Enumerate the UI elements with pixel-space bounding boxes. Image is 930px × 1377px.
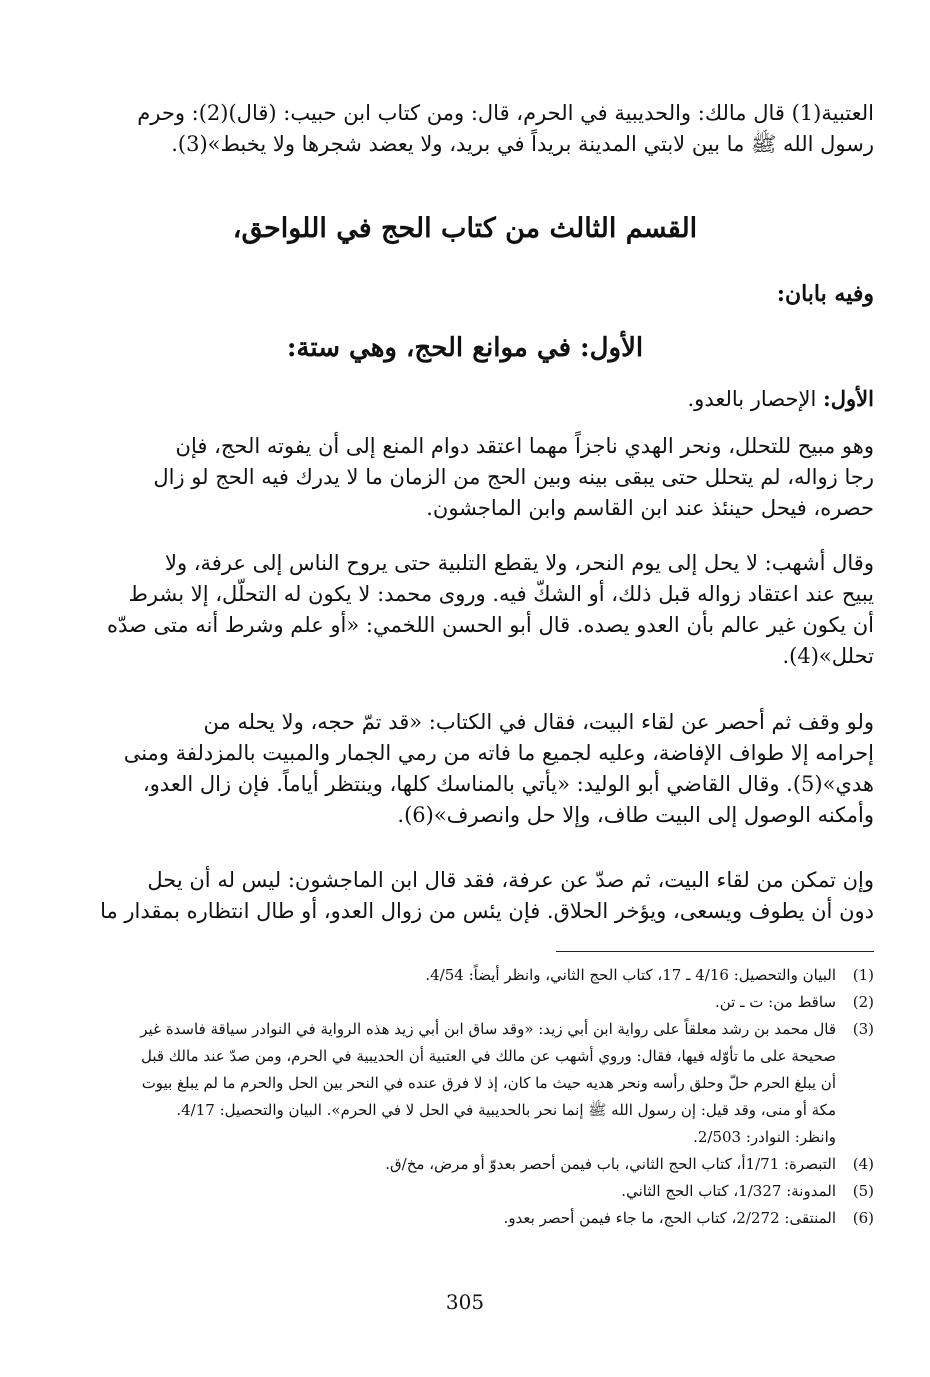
part-heading: القسم الثالث من كتاب الحج في اللواحق، <box>232 213 698 244</box>
text-line: العتبية(1) قال مالك: والحديبية في الحرم، قال: ومن كتاب ابن حبيب: (قال)(2): وحرم <box>137 101 874 125</box>
footnote-number: (1) <box>852 966 874 984</box>
section-heading: الأول: في موانع الحج، وهي ستة: <box>286 333 644 363</box>
footnote-number: (5) <box>852 1182 874 1200</box>
text-line: يبيح عند اعتقاد زواله قبل ذلك، أو الشكّ فيه. وروى محمد: لا يكون له التحلّل، إلا بشرط <box>128 582 874 606</box>
footnote-text: قال محمد بن رشد معلقاً على رواية ابن أبي زيد: «وقد ساق ابن أبي زيد هذه الرواية في النوادر سياقة فاسدة غير <box>140 1020 836 1038</box>
item-label: الأول: <box>823 386 874 411</box>
paragraph-4 <box>56 865 874 927</box>
footnotes <box>56 962 874 1232</box>
footnote-number: (6) <box>852 1209 874 1227</box>
footnote <box>56 1205 874 1232</box>
first-item <box>56 383 874 415</box>
footnote <box>56 1178 874 1205</box>
footnote-number: (3) <box>852 1020 874 1038</box>
text-line: دون أن يطوف ويسعى، ويؤخر الحلاق. فإن يئس من زوال العدو، أو طال انتظاره بمقدار ما <box>100 899 874 923</box>
text-line: ولو وقف ثم أحصر عن لقاء البيت، فقال في الكتاب: «قد تمّ حجه، ولا يحله من <box>203 710 874 734</box>
footnote-divider <box>556 951 874 952</box>
footnote <box>56 1151 874 1178</box>
footnote <box>56 962 874 989</box>
paragraph-3 <box>56 707 874 831</box>
footnote-text: ساقط من: ت ـ تن. <box>714 993 836 1011</box>
text-line: أن يكون غير عالم بأن العدو يصده. قال أبو الحسن اللخمي: «أو علم وشرط أنه متى صدّه <box>106 613 874 637</box>
opening-paragraph <box>56 98 874 160</box>
text-line: هدي»(5). وقال القاضي أبو الوليد: «يأتي بالمناسك كلها، وينتظر أياماً. فإن زال العدو، <box>142 772 874 796</box>
footnote-text: صحيحة على ما تأوّله فيها، فقال: وروي أشهب عن مالك في العتبية أن الحديبية في الحرم، ومن صدّ عند مالك قبل <box>140 1047 836 1065</box>
text-line: وهو مبيح للتحلل، ونحر الهدي ناجزاً مهما اعتقد دوام المنع إلى أن يفوته الحج، فإن <box>175 434 874 458</box>
text-line: وإن تمكن من لقاء البيت، ثم صدّ عن عرفة، فقد قال ابن الماجشون: ليس له أن يحل <box>147 868 874 892</box>
footnote-number: (2) <box>852 993 874 1011</box>
page-number: 305 <box>445 1290 485 1314</box>
footnote <box>56 989 874 1016</box>
footnote-text: المنتقى: 2/272، كتاب الحج، ما جاء فيمن أحصر بعدو. <box>503 1209 836 1227</box>
paragraph-2 <box>56 548 874 672</box>
footnote-number: (4) <box>852 1155 874 1173</box>
text-line: رسول الله ﷺ ما بين لابتي المدينة بريداً في بريد، ولا يعضد شجرها ولا يخبط»(3). <box>171 132 874 156</box>
footnote-text: وانظر: النوادر: 2/503. <box>693 1128 836 1146</box>
footnote-text: البيان والتحصيل: 4/16 ـ 17، كتاب الحج الثاني، وانظر أيضاً: 4/54. <box>425 966 836 984</box>
text-line: رجا زواله، لم يتحلل حتى يبقى بينه وبين الحج من الزمان ما لا يدرك فيه الحج لو زال <box>153 465 874 489</box>
text-line: حصره، فيحل حينئذ عند ابن القاسم وابن الماجشون. <box>426 496 874 520</box>
footnote-text: أن يبلغ الحرم حلّ وحلق رأسه ونحر هديه حيث ما كان، إذ لا فرق عنده في النحر بين الحل والحرم ما لم يبلغ بيوت <box>141 1074 836 1092</box>
item-text: الإحصار بالعدو. <box>687 387 817 411</box>
text-line: وأمكنه الوصول إلى البيت طاف، وإلا حل وانصرف»(6). <box>397 803 874 827</box>
text-line: وقال أشهب: لا يحل إلى يوم النحر، ولا يقطع التلبية حتى يروح الناس إلى عرفة، ولا <box>164 551 874 575</box>
text-line: إحرامه إلا طواف الإفاضة، وعليه لجميع ما فاته من رمي الجمار والمبيت بالمزدلفة ومنى <box>123 741 874 765</box>
chapters-subheading: وفيه بابان: <box>776 281 874 307</box>
footnote-text: التبصرة: 1/71أ، كتاب الحج الثاني، باب فيمن أحصر بعدوّ أو مرض، مخ/ق. <box>385 1155 836 1173</box>
text-line: تحلل»(4). <box>782 644 874 668</box>
footnote <box>56 1016 874 1151</box>
footnote-text: مكة أو منى، وقد قيل: إن رسول الله ﷺ إنما نحر بالحديبية في الحل لا في الحرم». البيان والتحصيل: 4/17. <box>176 1101 836 1119</box>
paragraph-1 <box>56 431 874 524</box>
footnote-text: المدونة: 1/327، كتاب الحج الثاني. <box>621 1182 836 1200</box>
